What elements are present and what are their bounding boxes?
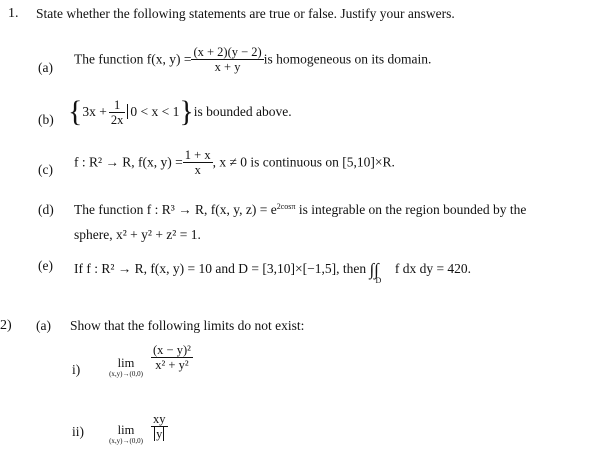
item-a-denominator: x + y — [191, 59, 263, 74]
limit-ii-lim: lim — [117, 423, 135, 437]
item-d-label: (d) — [38, 202, 54, 217]
item-c-numerator: 1 + x — [184, 148, 211, 162]
item-a-prefix: The function f(x, y) = — [74, 51, 192, 67]
item-a-fraction — [191, 45, 263, 74]
item-b-frac-num: 1 — [114, 97, 121, 112]
limit-ii-operator — [100, 424, 152, 446]
limit-i-approach: (x,y)→(0,0) — [109, 370, 143, 378]
item-a-statement — [74, 45, 431, 74]
limit-ii-denominator — [151, 426, 168, 441]
item-d-exponent: 2cosπ — [276, 202, 296, 211]
item-a-suffix: is homogeneous on its domain. — [263, 51, 432, 67]
question-1-instruction: State whether the following statements are true or false. Justify your answers. — [36, 6, 455, 21]
item-b-condition: 0 < x < 1 — [127, 104, 179, 119]
item-b-frac-den: 2x — [110, 112, 124, 127]
item-b-open-brace: { — [68, 95, 83, 128]
item-d-line-2: sphere, x² + y² + z² = 1. — [74, 227, 201, 242]
item-b-term: 3x + — [82, 104, 107, 119]
limit-ii-label: ii) — [72, 424, 84, 439]
item-e-label: (e) — [38, 258, 53, 273]
limit-ii-numerator: xy — [153, 412, 166, 426]
item-c-suffix: , x ≠ 0 is continuous on [5,10]×R. — [212, 154, 395, 170]
item-a-label: (a) — [38, 60, 53, 75]
item-b-suffix: is bounded above. — [193, 104, 292, 119]
question-2a-text: Show that the following limits do not exist: — [70, 318, 305, 333]
limit-i-numerator: (x − y)² — [153, 343, 191, 357]
item-e-text: If f : R² → R, f(x, y) = 10 and D = [3,10]×[−1,5], then — [74, 261, 367, 276]
item-b-fraction — [109, 98, 126, 127]
item-d-line-1 — [74, 202, 526, 218]
limit-i-lim: lim — [117, 356, 135, 370]
item-d-text-rest: is integrable on the region bounded by the — [295, 202, 527, 217]
item-c-fraction — [183, 148, 213, 177]
limit-i-fraction — [151, 343, 193, 372]
item-c-statement — [74, 148, 395, 177]
limit-ii-abs-y: y — [156, 427, 163, 441]
question-2-number: 2) — [0, 318, 12, 333]
item-c-label: (c) — [38, 162, 53, 177]
limit-i-label: i) — [72, 362, 81, 377]
item-a-numerator: (x + 2)(y − 2) — [193, 45, 262, 59]
item-e-statement — [74, 258, 472, 285]
item-c-prefix: f : R² → R, f(x, y) = — [74, 154, 183, 170]
limit-ii-fraction — [151, 412, 168, 441]
item-b-label: (b) — [38, 112, 54, 127]
question-1-number: 1. — [8, 6, 19, 21]
limit-ii-approach: (x,y)→(0,0) — [109, 437, 143, 445]
item-e-integral — [369, 258, 391, 285]
limit-i-denominator: x² + y² — [151, 357, 193, 372]
double-integral-sign: ∫∫ — [369, 260, 379, 279]
integral-region: D — [375, 276, 382, 285]
question-2a-label: (a) — [36, 318, 51, 333]
item-e-rest: f dx dy = 420. — [394, 261, 472, 276]
item-b-close-brace: } — [179, 95, 194, 128]
item-b-statement — [68, 97, 292, 127]
item-d-text: The function f : R³ → R, f(x, y, z) = e — [74, 202, 277, 217]
item-c-denominator: x — [183, 162, 213, 177]
limit-i-operator — [100, 357, 152, 379]
